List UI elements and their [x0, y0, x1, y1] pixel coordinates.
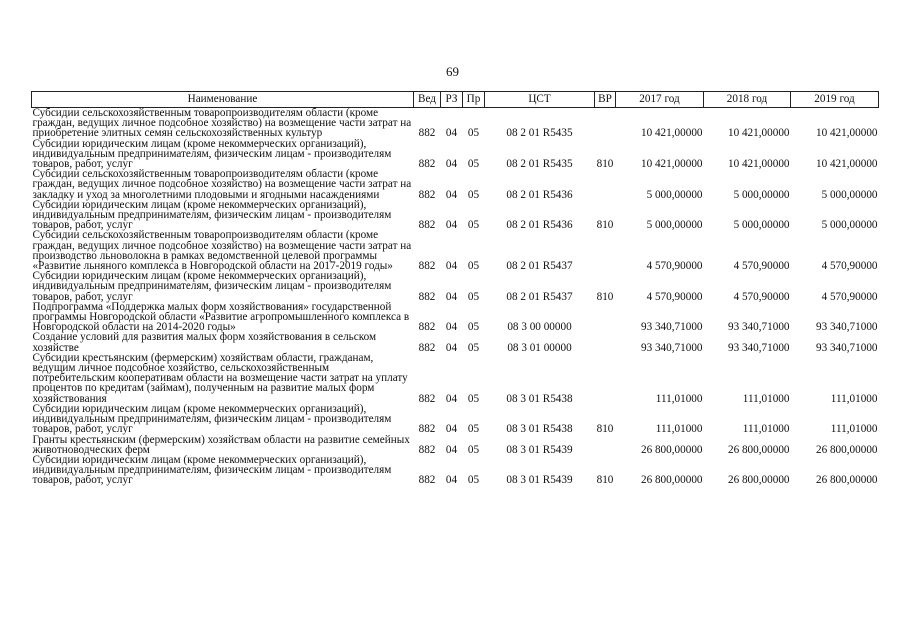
row-pr: 05	[467, 392, 480, 405]
row-vr	[595, 332, 616, 352]
row-rz: 04	[445, 188, 458, 201]
row-vr	[595, 230, 616, 271]
row-2019: 111,01000	[830, 423, 878, 436]
row-vr	[595, 169, 616, 200]
row-2018: 4 570,90000	[733, 290, 790, 303]
table-row	[32, 169, 879, 200]
row-vr: 810	[596, 219, 614, 232]
row-ved: 882	[418, 260, 436, 273]
row-vr	[595, 435, 616, 455]
row-rz: 04	[445, 260, 458, 273]
row-name: Субсидии сельскохозяйственным товаропроизводителям области (кроме граждан, ведущих личное подсобное хозяйство) на возмещение части затрат на закладку и уход за многолетними плодовыми и ягодными насаждениями	[32, 168, 412, 201]
row-cst: 08 2 01 R5436	[506, 188, 573, 201]
row-2017: 111,01000	[655, 392, 703, 405]
row-cst: 08 3 01 00000	[507, 341, 572, 354]
row-cst: 08 2 01 R5436	[506, 219, 573, 232]
row-2018: 5 000,00000	[733, 219, 790, 232]
row-name: Субсидии сельскохозяйственным товаропроизводителям области (кроме граждан, ведущих личное подсобное хозяйство) на возмещение части затрат на производство льноволокна в рамках ведомственной целевой программы «Развитие льняного комплекса в Новгородской области на 2017-2019 годы»	[32, 229, 412, 273]
row-2019: 111,01000	[830, 392, 878, 405]
row-rz: 04	[445, 158, 458, 171]
row-vr	[595, 353, 616, 404]
row-cst: 08 3 01 R5439	[506, 443, 573, 456]
row-cst: 08 3 00 00000	[507, 321, 572, 334]
row-2017: 4 570,90000	[646, 290, 703, 303]
row-cst: 08 2 01 R5435	[506, 127, 573, 140]
header-2019: 2019 год	[791, 92, 879, 108]
row-2019: 93 340,71000	[815, 341, 878, 354]
row-pr: 05	[467, 321, 480, 334]
row-name: Субсидии юридическим лицам (кроме некоммерческих организаций), индивидуальным предпринимателям, физическим лицам - производителям товаров, работ, услуг	[32, 137, 392, 171]
row-pr: 05	[467, 158, 480, 171]
table-row	[32, 353, 879, 404]
row-rz: 04	[445, 127, 458, 140]
row-name: Субсидии юридическим лицам (кроме некоммерческих организаций), индивидуальным предпринимателям, физическим лицам - производителям товаров, работ, услуг	[32, 270, 392, 303]
row-name: Создание условий для развития малых форм хозяйствования в сельском хозяйстве	[32, 331, 377, 354]
header-ved: Вед	[414, 92, 441, 108]
row-2019: 10 421,00000	[815, 127, 878, 140]
row-ved: 882	[418, 423, 436, 436]
row-pr: 05	[467, 341, 480, 354]
row-vr: 810	[596, 290, 614, 303]
row-cst: 08 2 01 R5437	[506, 290, 573, 303]
row-vr: 810	[596, 158, 614, 171]
row-2018: 111,01000	[742, 392, 790, 405]
row-ved: 882	[418, 219, 436, 232]
row-name: Субсидии юридическим лицам (кроме некоммерческих организаций), индивидуальным предпринимателям, физическим лицам - производителям товаров, работ, услуг	[32, 453, 392, 487]
row-ved: 882	[418, 321, 436, 334]
table-body	[32, 108, 879, 486]
row-ved: 882	[418, 392, 436, 405]
table-row	[32, 404, 879, 435]
row-rz: 04	[445, 290, 458, 303]
row-vr	[595, 302, 616, 333]
row-2019: 93 340,71000	[815, 321, 878, 334]
row-2019: 26 800,00000	[815, 474, 878, 487]
row-name: Субсидии юридическим лицам (кроме некоммерческих организаций), индивидуальным предпринимателям, физическим лицам - производителям товаров, работ, услуг	[32, 402, 392, 436]
row-2017: 5 000,00000	[646, 188, 703, 201]
row-vr: 810	[596, 474, 614, 487]
row-ved: 882	[418, 188, 436, 201]
table-row	[32, 435, 879, 455]
row-rz: 04	[445, 219, 458, 232]
table-header-row	[32, 92, 879, 108]
row-2019: 5 000,00000	[821, 188, 878, 201]
row-2017: 4 570,90000	[646, 260, 703, 273]
table-row	[32, 230, 879, 271]
row-name: Подпрограмма «Поддержка малых форм хозяйствования» государственной программы Новгородской области «Развитие агропромышленного комплекса в Новгородской области на 2014-2020 годы»	[32, 300, 410, 334]
row-2017: 26 800,00000	[640, 474, 703, 487]
header-rz: РЗ	[441, 92, 463, 108]
row-ved: 882	[418, 474, 436, 487]
row-2017: 111,01000	[655, 423, 703, 436]
table-row	[32, 200, 879, 231]
header-name: Наименование	[32, 92, 414, 108]
row-cst: 08 3 01 R5438	[506, 392, 573, 405]
row-2018: 93 340,71000	[727, 321, 790, 334]
row-2018: 5 000,00000	[733, 188, 790, 201]
row-2017: 93 340,71000	[640, 341, 703, 354]
header-cst: ЦСТ	[485, 92, 595, 108]
row-2019: 26 800,00000	[815, 443, 878, 456]
row-pr: 05	[467, 219, 480, 232]
row-pr: 05	[467, 443, 480, 456]
row-ved: 882	[418, 158, 436, 171]
row-vr	[595, 108, 616, 139]
row-ved: 882	[418, 341, 436, 354]
row-cst: 08 3 01 R5439	[506, 474, 573, 487]
row-name: Субсидии крестьянским (фермерским) хозяйствам области, гражданам, ведущим личное подсобное хозяйство, сельскохозяйственным потребительским кооперативам области на возмещение части затрат на уплату процентов по кредитам (займам), полученным на развитие малых форм хозяйствования	[32, 351, 408, 405]
row-vr: 810	[596, 423, 614, 436]
row-name: Субсидии юридическим лицам (кроме некоммерческих организаций), индивидуальным предпринимателям, физическим лицам - производителям товаров, работ, услуг	[32, 198, 392, 232]
row-pr: 05	[467, 423, 480, 436]
row-2018: 26 800,00000	[727, 474, 790, 487]
row-2018: 10 421,00000	[727, 127, 790, 140]
row-pr: 05	[467, 260, 480, 273]
row-2018: 93 340,71000	[727, 341, 790, 354]
row-pr: 05	[467, 474, 480, 487]
row-ved: 882	[418, 127, 436, 140]
header-2017: 2017 год	[616, 92, 704, 108]
row-cst: 08 2 01 R5437	[506, 260, 573, 273]
row-pr: 05	[467, 290, 480, 303]
row-2019: 4 570,90000	[821, 260, 878, 273]
row-pr: 05	[467, 188, 480, 201]
page-number: 69	[446, 64, 459, 79]
row-2017: 10 421,00000	[640, 127, 703, 140]
row-2018: 10 421,00000	[727, 158, 790, 171]
budget-table	[31, 91, 879, 486]
row-rz: 04	[445, 392, 458, 405]
row-2019: 10 421,00000	[815, 158, 878, 171]
row-name: Гранты крестьянским (фермерским) хозяйствам области на развитие семейных животноводческих ферм	[32, 433, 410, 456]
row-rz: 04	[445, 423, 458, 436]
row-2018: 111,01000	[742, 423, 790, 436]
row-rz: 04	[445, 321, 458, 334]
row-2017: 26 800,00000	[640, 443, 703, 456]
table-row	[32, 271, 879, 302]
row-ved: 882	[418, 443, 436, 456]
row-cst: 08 3 01 R5438	[506, 423, 573, 436]
row-ved: 882	[418, 290, 436, 303]
table-row	[32, 332, 879, 352]
row-2019: 4 570,90000	[821, 290, 878, 303]
table-row	[32, 108, 879, 139]
table-row	[32, 302, 879, 333]
table-row	[32, 455, 879, 486]
row-name: Субсидии сельскохозяйственным товаропроизводителям области (кроме граждан, ведущих личное подсобное хозяйство) на возмещение части затрат на приобретение элитных семян сельскохозяйственных культур	[32, 107, 412, 140]
row-2019: 5 000,00000	[821, 219, 878, 232]
row-2018: 26 800,00000	[727, 443, 790, 456]
header-pr: Пр	[463, 92, 485, 108]
row-rz: 04	[445, 341, 458, 354]
header-vr: ВР	[595, 92, 616, 108]
table-row	[32, 139, 879, 170]
row-rz: 04	[445, 474, 458, 487]
row-2017: 10 421,00000	[640, 158, 703, 171]
header-2018: 2018 год	[704, 92, 791, 108]
row-rz: 04	[445, 443, 458, 456]
row-2018: 4 570,90000	[733, 260, 790, 273]
row-pr: 05	[467, 127, 480, 140]
row-2017: 5 000,00000	[646, 219, 703, 232]
row-2017: 93 340,71000	[640, 321, 703, 334]
row-cst: 08 2 01 R5435	[506, 158, 573, 171]
